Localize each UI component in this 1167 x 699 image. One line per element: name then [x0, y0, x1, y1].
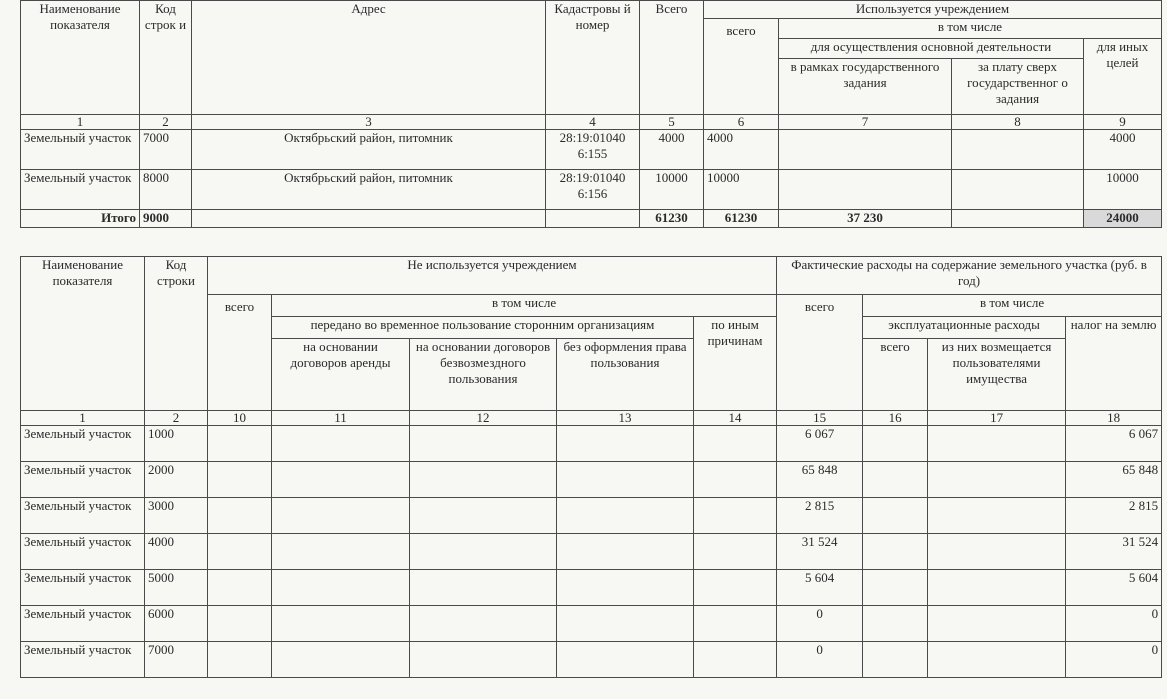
col-num: 16 — [863, 411, 928, 426]
col-num: 13 — [557, 411, 694, 426]
header-code: Код строки — [145, 257, 208, 411]
row-no-formal — [557, 642, 694, 678]
row-other-reasons — [694, 642, 777, 678]
table-row — [21, 642, 1162, 678]
row-op-all — [863, 462, 928, 498]
row-lease — [272, 534, 410, 570]
row-land-tax: 2 815 — [1066, 498, 1162, 534]
table-row — [21, 130, 1162, 170]
header-land-tax: налог на землю — [1066, 317, 1162, 411]
row-cadastral: 28:19:01040 6:156 — [546, 170, 640, 210]
row-reimbursed — [928, 426, 1066, 462]
header-not-used: Не используется учреждением — [208, 257, 777, 295]
header-fee-above: за плату сверх государственног о задания — [952, 59, 1084, 115]
row-other-reasons — [694, 606, 777, 642]
row-address: Октябрьский район, питомник — [192, 130, 546, 170]
row-free-use — [410, 534, 557, 570]
header-lease: на основании договоров аренды — [272, 339, 410, 411]
row-address: Октябрьский район, питомник — [192, 170, 546, 210]
row-exp-all: 5 604 — [777, 570, 863, 606]
row-no-formal — [557, 534, 694, 570]
row-free-use — [410, 570, 557, 606]
row-reimbursed — [928, 462, 1066, 498]
col-num: 6 — [704, 115, 779, 130]
column-numbers-row — [21, 115, 1162, 130]
row-reimbursed — [928, 498, 1066, 534]
row-op-all — [863, 534, 928, 570]
total-fee-above — [952, 210, 1084, 228]
table-row — [21, 498, 1162, 534]
header-state-task: в рамках государственного задания — [779, 59, 952, 115]
col-num: 1 — [21, 115, 140, 130]
col-num: 10 — [208, 411, 272, 426]
row-other-reasons — [694, 426, 777, 462]
row-other-reasons — [694, 534, 777, 570]
total-total: 61230 — [640, 210, 704, 228]
total-address — [192, 210, 546, 228]
header-no-formal: без оформления права пользования — [557, 339, 694, 411]
header-transferred: передано во временное пользование сторонним организациям — [272, 317, 694, 339]
row-name: Земельный участок — [21, 570, 145, 606]
row-no-formal — [557, 426, 694, 462]
row-code: 6000 — [145, 606, 208, 642]
row-lease — [272, 642, 410, 678]
row-exp-all: 31 524 — [777, 534, 863, 570]
land-not-used-table — [20, 256, 1162, 678]
row-no-formal — [557, 462, 694, 498]
col-num: 4 — [546, 115, 640, 130]
row-free-use — [410, 606, 557, 642]
total-other: 24000 — [1084, 210, 1162, 228]
row-all — [208, 606, 272, 642]
header-main-activity: для осуществления основной деятельности — [779, 39, 1084, 59]
total-state-task: 37 230 — [779, 210, 952, 228]
col-num: 3 — [192, 115, 546, 130]
col-num: 12 — [410, 411, 557, 426]
row-exp-all: 6 067 — [777, 426, 863, 462]
total-code: 9000 — [140, 210, 192, 228]
table-row — [21, 462, 1162, 498]
row-land-tax: 0 — [1066, 642, 1162, 678]
total-row — [21, 210, 1162, 228]
row-land-tax: 65 848 — [1066, 462, 1162, 498]
row-free-use — [410, 642, 557, 678]
column-numbers-row — [21, 411, 1162, 426]
row-op-all — [863, 606, 928, 642]
header-operational: эксплуатационные расходы — [863, 317, 1066, 339]
row-land-tax: 5 604 — [1066, 570, 1162, 606]
row-code: 1000 — [145, 426, 208, 462]
col-num: 11 — [272, 411, 410, 426]
table-row — [21, 170, 1162, 210]
total-used-total: 61230 — [704, 210, 779, 228]
total-label: Итого — [21, 210, 140, 228]
row-exp-all: 0 — [777, 606, 863, 642]
header-all: всего — [208, 295, 272, 411]
row-all — [208, 570, 272, 606]
row-name: Земельный участок — [21, 426, 145, 462]
row-code: 3000 — [145, 498, 208, 534]
header-other-purposes: для иных целей — [1084, 39, 1162, 115]
header-reimbursed: из них возмещается пользователями имущества — [928, 339, 1066, 411]
row-op-all — [863, 426, 928, 462]
row-name: Земельный участок — [21, 642, 145, 678]
row-free-use — [410, 462, 557, 498]
row-exp-all: 2 815 — [777, 498, 863, 534]
header-cadastral: Кадастровы й номер — [546, 1, 640, 115]
land-use-table — [20, 0, 1162, 228]
row-all — [208, 534, 272, 570]
table-row — [21, 534, 1162, 570]
row-total: 4000 — [640, 130, 704, 170]
row-lease — [272, 606, 410, 642]
total-cadastral — [546, 210, 640, 228]
row-op-all — [863, 498, 928, 534]
row-land-tax: 31 524 — [1066, 534, 1162, 570]
row-no-formal — [557, 570, 694, 606]
col-num: 8 — [952, 115, 1084, 130]
row-other: 10000 — [1084, 170, 1162, 210]
row-lease — [272, 498, 410, 534]
col-num: 17 — [928, 411, 1066, 426]
row-code: 8000 — [140, 170, 192, 210]
row-reimbursed — [928, 642, 1066, 678]
row-all — [208, 426, 272, 462]
row-cadastral: 28:19:01040 6:155 — [546, 130, 640, 170]
row-used-total: 10000 — [704, 170, 779, 210]
row-other: 4000 — [1084, 130, 1162, 170]
row-name: Земельный участок — [21, 130, 140, 170]
col-num: 2 — [145, 411, 208, 426]
row-exp-all: 0 — [777, 642, 863, 678]
row-name: Земельный участок — [21, 498, 145, 534]
header-exp-all: всего — [777, 295, 863, 411]
row-no-formal — [557, 606, 694, 642]
row-other-reasons — [694, 498, 777, 534]
row-reimbursed — [928, 570, 1066, 606]
row-state-task — [779, 170, 952, 210]
row-total: 10000 — [640, 170, 704, 210]
row-no-formal — [557, 498, 694, 534]
table-row — [21, 426, 1162, 462]
table-row — [21, 570, 1162, 606]
col-num: 14 — [694, 411, 777, 426]
row-code: 7000 — [140, 130, 192, 170]
row-lease — [272, 462, 410, 498]
header-op-all: всего — [863, 339, 928, 411]
row-other-reasons — [694, 570, 777, 606]
col-num: 9 — [1084, 115, 1162, 130]
row-code: 4000 — [145, 534, 208, 570]
col-num: 7 — [779, 115, 952, 130]
header-code: Код строк и — [140, 1, 192, 115]
col-num: 15 — [777, 411, 863, 426]
row-reimbursed — [928, 534, 1066, 570]
row-code: 7000 — [145, 642, 208, 678]
row-reimbursed — [928, 606, 1066, 642]
row-land-tax: 6 067 — [1066, 426, 1162, 462]
col-num: 5 — [640, 115, 704, 130]
header-incl: в том числе — [779, 19, 1162, 39]
row-free-use — [410, 498, 557, 534]
header-expenses: Фактические расходы на содержание земельного участка (руб. в год) — [777, 257, 1162, 295]
row-land-tax: 0 — [1066, 606, 1162, 642]
row-op-all — [863, 570, 928, 606]
row-name: Земельный участок — [21, 170, 140, 210]
row-lease — [272, 426, 410, 462]
row-lease — [272, 570, 410, 606]
row-other-reasons — [694, 462, 777, 498]
row-op-all — [863, 642, 928, 678]
row-name: Земельный участок — [21, 534, 145, 570]
row-code: 5000 — [145, 570, 208, 606]
header-used-total: всего — [704, 19, 779, 115]
header-total: Всего — [640, 1, 704, 115]
row-name: Земельный участок — [21, 462, 145, 498]
header-other-reasons: по иным причинам — [694, 317, 777, 411]
header-name: Наименование показателя — [21, 257, 145, 411]
row-all — [208, 498, 272, 534]
header-address: Адрес — [192, 1, 546, 115]
col-num: 1 — [21, 411, 145, 426]
col-num: 2 — [140, 115, 192, 130]
row-state-task — [779, 130, 952, 170]
row-code: 2000 — [145, 462, 208, 498]
header-free-use: на основании договоров безвозмездного пользования — [410, 339, 557, 411]
row-fee-above — [952, 170, 1084, 210]
header-used: Используется учреждением — [704, 1, 1162, 19]
header-name: Наименование показателя — [21, 1, 140, 115]
row-fee-above — [952, 130, 1084, 170]
table-row — [21, 606, 1162, 642]
col-num: 18 — [1066, 411, 1162, 426]
row-used-total: 4000 — [704, 130, 779, 170]
header-incl: в том числе — [272, 295, 777, 317]
header-exp-incl: в том числе — [863, 295, 1162, 317]
row-all — [208, 642, 272, 678]
row-free-use — [410, 426, 557, 462]
row-all — [208, 462, 272, 498]
row-exp-all: 65 848 — [777, 462, 863, 498]
row-name: Земельный участок — [21, 606, 145, 642]
